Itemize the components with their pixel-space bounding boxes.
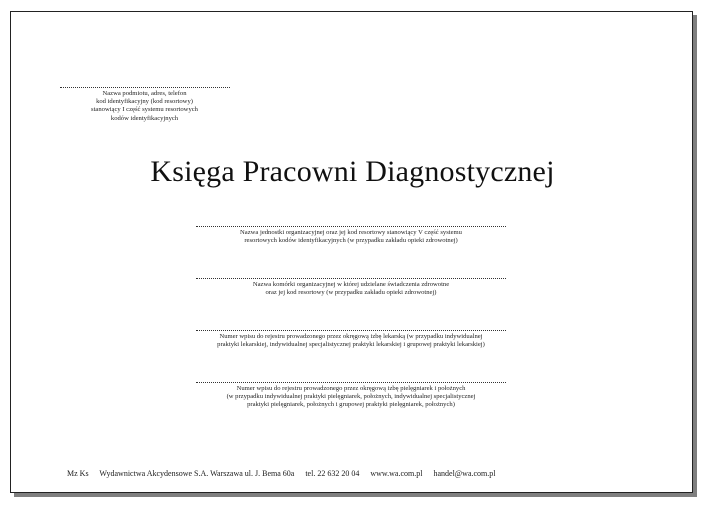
- medical-register-caption-line: Numer wpisu do rejestru prowadzonego przez okręgową izbę lekarską (w przypadku indywidualnej: [219, 333, 483, 340]
- nursing-register-dotted-line: [196, 382, 506, 383]
- stamp-caption-line: stanowiący I część systemu resortowych: [91, 106, 198, 114]
- unit-name-caption-line: Nazwa jednostki organizacyjnej oraz jej kod resortowy stanowiący V część systemu: [240, 229, 462, 236]
- document-title: Księga Pracowni Diagnostycznej: [150, 155, 555, 188]
- nursing-register-caption-line: Numer wpisu do rejestru prowadzonego przez okręgową izbę pielęgniarek i położnych: [236, 385, 466, 392]
- publisher-address: Wydawnictwa Akcydensowe S.A. Warszawa ul. J. Bema 60a: [99, 469, 295, 478]
- nursing-register-caption-line: praktyki pielęgniarek, położnych i grupowej praktyki pielęgniarek, położnych): [247, 401, 455, 409]
- nursing-register-field: [181, 382, 521, 410]
- unit-name-caption-line: resortowych kodów identyfikacyjnych (w przypadku zakładu opieki zdrowotnej): [244, 237, 458, 245]
- medical-register-caption-line: praktyki lekarskiej, indywidualnej specjalistycznej praktyki lekarskiej i grupowej praktyki lekarskiej): [217, 341, 485, 349]
- stamp-dotted-line: [60, 87, 230, 88]
- cell-name-dotted-line: [196, 278, 506, 279]
- unit-name-dotted-line: [196, 226, 506, 227]
- cell-name-caption-line: oraz jej kod resortowy (w przypadku zakładu opieki zdrowotnej): [265, 289, 437, 297]
- stamp-caption-line: kodów identyfikacyjnych: [110, 114, 179, 122]
- publisher-email: handel@wa.com.pl: [433, 469, 496, 478]
- document-page: [10, 11, 693, 493]
- publisher-footer: [67, 469, 504, 478]
- cell-name-caption-line: Nazwa komórki organizacyjnej w której udzielane świadczenia zdrowotne: [252, 281, 450, 288]
- medical-register-field: [161, 330, 541, 349]
- publisher-website: www.wa.com.pl: [370, 469, 423, 478]
- publisher-phone: tel. 22 632 20 04: [305, 469, 360, 478]
- form-code: Mz Ks: [67, 469, 89, 478]
- stamp-caption-line: kod identyfikacyjny (kod resortowy): [96, 98, 193, 106]
- medical-register-dotted-line: [196, 330, 506, 331]
- cell-name-field: [181, 278, 521, 297]
- unit-name-field: [181, 226, 521, 245]
- nursing-register-caption-line: (w przypadku indywidualnej praktyki pielęgniarek, położnych, indywidualnej specjalistycznej: [226, 393, 476, 401]
- stamp-field: [57, 87, 232, 123]
- stamp-caption-line: Nazwa podmiotu, adres, telefon: [102, 90, 187, 97]
